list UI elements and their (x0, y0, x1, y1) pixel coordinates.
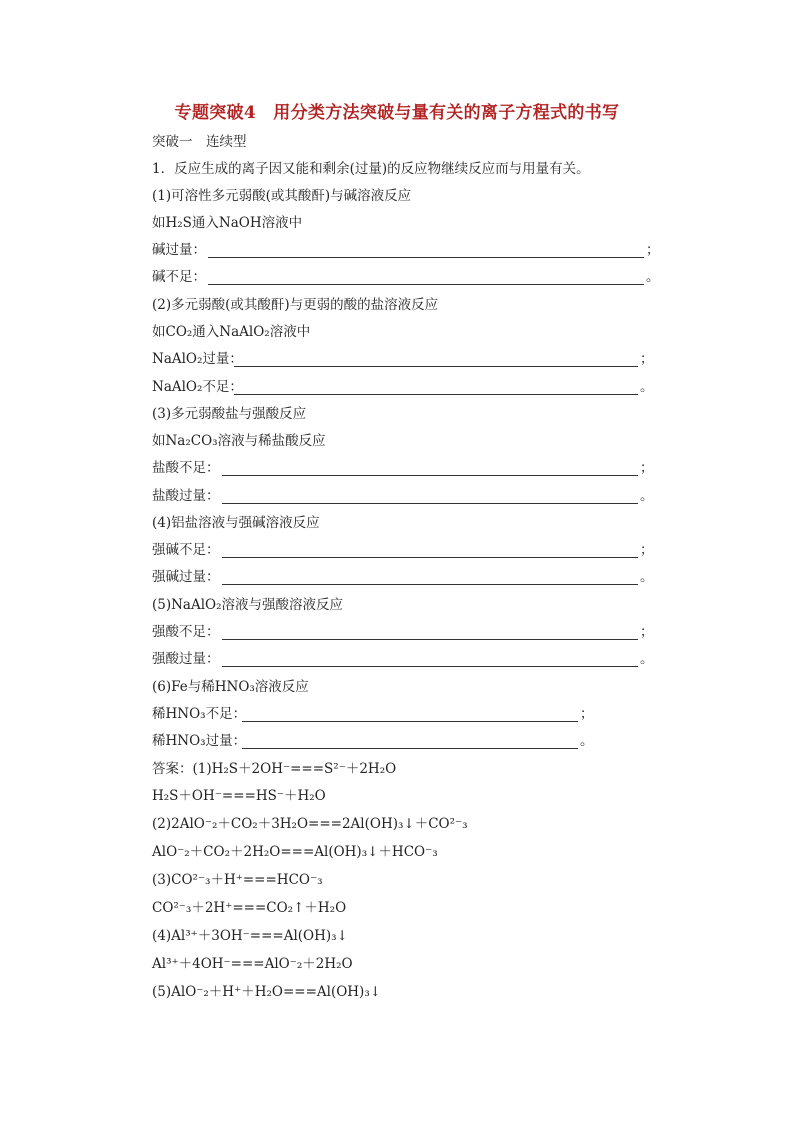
answer-line: (4)Al³⁺＋3OH⁻===Al(OH)₃↓ (152, 928, 348, 944)
answer-blank[interactable] (222, 475, 638, 476)
answer-line: H₂S＋OH⁻===HS⁻＋H₂O (152, 788, 326, 804)
answer-label: 碱过量： (152, 242, 206, 258)
line-end-punct: ； (640, 542, 654, 558)
line-end-punct: ； (646, 242, 660, 258)
answer-blank[interactable] (222, 666, 638, 667)
line-end-punct: 。 (640, 569, 654, 585)
answer-blank[interactable] (208, 257, 644, 258)
answer-blank[interactable] (222, 639, 638, 640)
line-end-punct: 。 (580, 733, 594, 749)
group-1-heading: (1)可溶性多元弱酸(或其酸酐)与碱溶液反应 (152, 188, 412, 204)
line-end-punct: 。 (640, 379, 654, 395)
answer-blank[interactable] (242, 721, 578, 722)
answer-line: (3)CO²⁻₃＋H⁺===HCO⁻₃ (152, 872, 323, 888)
answer-blank[interactable] (242, 748, 578, 749)
line-end-punct: 。 (640, 651, 654, 667)
answer-blank[interactable] (222, 503, 638, 504)
answer-line: (5)AlO⁻₂＋H⁺＋H₂O===Al(OH)₃↓ (152, 984, 382, 1000)
line-end-punct: ； (640, 460, 654, 476)
answer-line: Al³⁺＋4OH⁻===AlO⁻₂＋2H₂O (152, 956, 353, 972)
answer-label: 盐酸过量： (152, 488, 220, 504)
group-3-heading: (3)多元弱酸盐与强酸反应 (152, 406, 307, 422)
line-end-punct: ； (640, 624, 654, 640)
line-end-punct: 。 (646, 269, 660, 285)
answer-label: 强碱过量： (152, 569, 220, 585)
line-end-punct: 。 (640, 488, 654, 504)
group-4-heading: (4)铝盐溶液与强碱溶液反应 (152, 515, 320, 531)
group-5-heading: (5)NaAlO₂溶液与强酸溶液反应 (152, 597, 344, 613)
answer-line: (2)2AlO⁻₂＋CO₂＋3H₂O===2Al(OH)₃↓＋CO²⁻₃ (152, 816, 468, 832)
answer-label: 稀HNO₃过量： (152, 733, 247, 749)
answer-label: NaAlO₂过量： (152, 351, 243, 367)
group-3-example: 如Na₂CO₃溶液与稀盐酸反应 (152, 433, 326, 449)
answer-blank[interactable] (208, 284, 644, 285)
line-end-punct: ； (640, 351, 654, 367)
group-6-heading: (6)Fe与稀HNO₃溶液反应 (152, 679, 309, 695)
intro-text: 1．反应生成的离子因又能和剩余(过量)的反应物继续反应而与用量有关。 (152, 161, 590, 177)
group-1-example: 如H₂S通入NaOH溶液中 (152, 215, 303, 231)
answer-blank[interactable] (222, 557, 638, 558)
answer-line: AlO⁻₂＋CO₂＋2H₂O===Al(OH)₃↓＋HCO⁻₃ (152, 844, 438, 860)
answer-line: CO²⁻₃＋2H⁺===CO₂↑＋H₂O (152, 900, 347, 916)
answer-blank[interactable] (222, 584, 638, 585)
answer-label: 稀HNO₃不足： (152, 706, 247, 722)
answer-label: 强酸过量： (152, 651, 220, 667)
answer-label: 强酸不足： (152, 624, 220, 640)
answer-line: 答案：(1)H₂S＋2OH⁻===S²⁻＋2H₂O (152, 761, 397, 777)
page-title: 专题突破4 用分类方法突破与量有关的离子方程式的书写 (174, 103, 620, 123)
answer-label: 强碱不足： (152, 542, 220, 558)
section-heading: 突破一 连续型 (152, 134, 247, 150)
line-end-punct: ； (580, 706, 594, 722)
group-2-example: 如CO₂通入NaAlO₂溶液中 (152, 324, 311, 340)
group-2-heading: (2)多元弱酸(或其酸酐)与更弱的酸的盐溶液反应 (152, 297, 439, 313)
answer-blank[interactable] (234, 394, 638, 395)
answer-label: 盐酸不足： (152, 460, 220, 476)
answer-label: 碱不足： (152, 269, 206, 285)
answer-blank[interactable] (234, 366, 638, 367)
answer-label: NaAlO₂不足： (152, 379, 243, 395)
